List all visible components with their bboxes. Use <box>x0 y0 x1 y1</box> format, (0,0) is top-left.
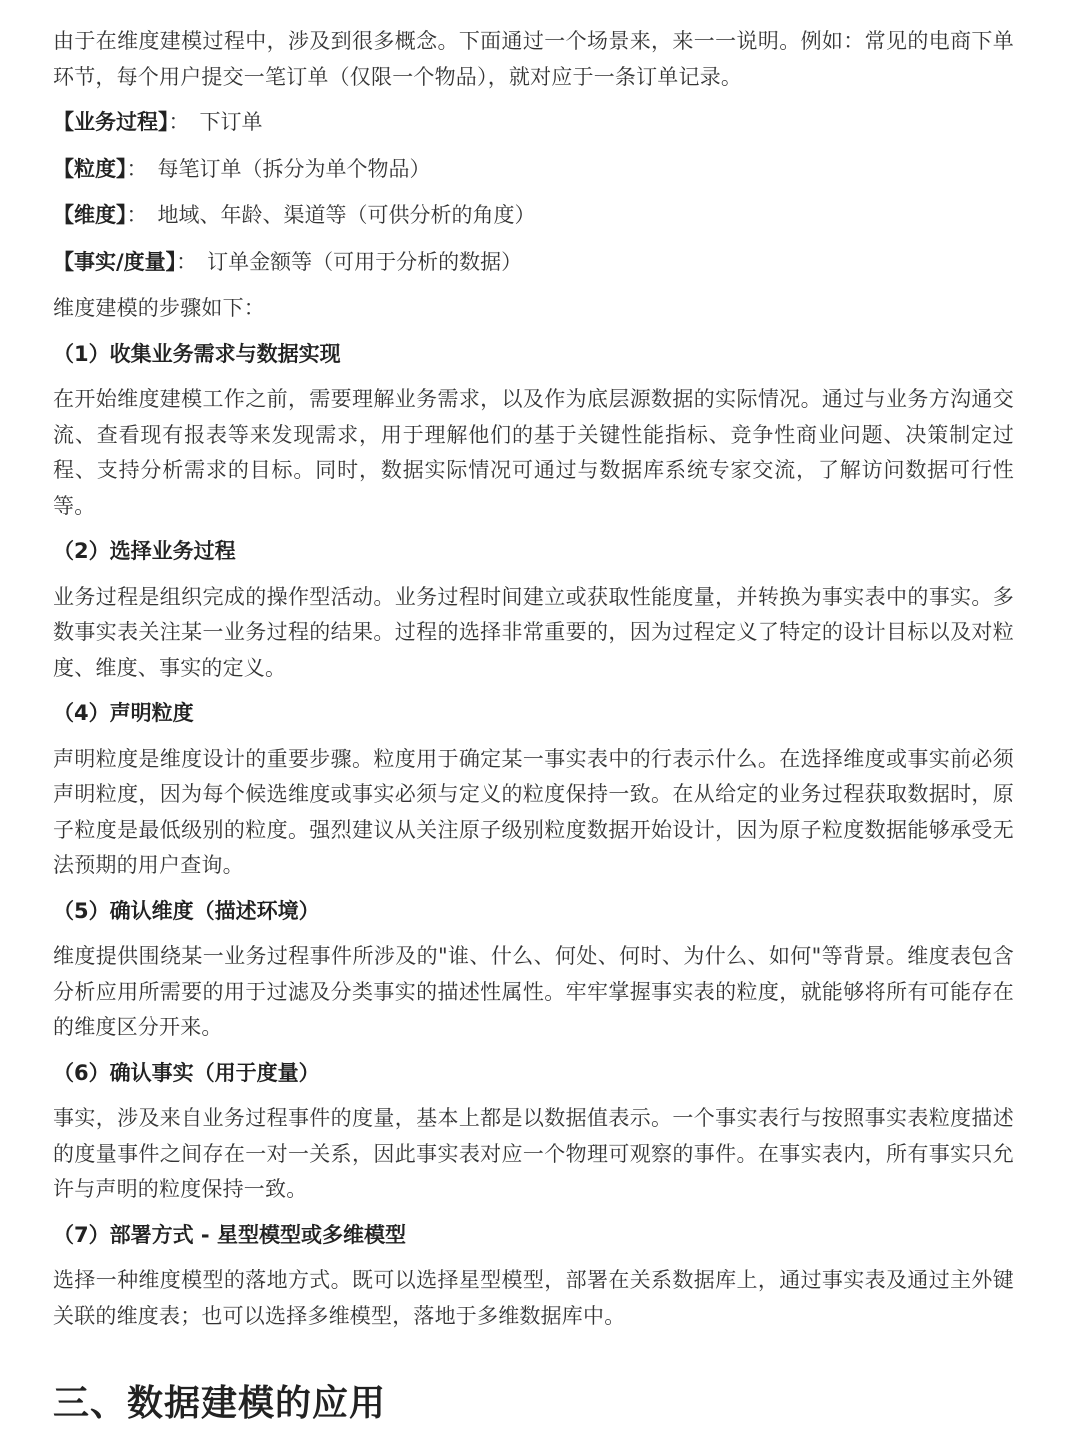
definition-granularity <box>53 152 1014 188</box>
definition-fact-measure <box>53 245 1014 281</box>
definition-business-process <box>53 105 1014 141</box>
step-heading-4: （4）声明粒度 <box>53 701 194 725</box>
step-body-6: 事实，涉及来自业务过程事件的度量，基本上都是以数据值表示。一个事实表行与按照事实表粒度描述的度量事件之间存在一对一关系，因此事实表对应一个物理可观察的事件。在事实表内，所有事实只允许与声明的粒度保持一致。 <box>53 1106 1014 1201</box>
definition-term: 【事实/度量】 <box>53 249 177 274</box>
definition-separator: ： <box>126 156 148 181</box>
intro-paragraph: 由于在维度建模过程中，涉及到很多概念。下面通过一个场景来，来一一说明。例如：常见的电商下单环节，每个用户提交一笔订单（仅限一个物品），就对应于一条订单记录。 <box>53 29 1014 89</box>
definition-dimension <box>53 198 1014 234</box>
step-heading-5: （5）确认维度（描述环境） <box>53 898 320 923</box>
step-heading-2: （2）选择业务过程 <box>53 539 236 563</box>
section-title: 三、数据建模的应用 <box>53 1383 387 1424</box>
step-heading-6: （6）确认事实（用于度量） <box>53 1060 320 1085</box>
step-body-7: 选择一种维度模型的落地方式。既可以选择星型模型，部署在关系数据库上，通过事实表及通过主外键关联的维度表；也可以选择多维模型，落地于多维数据库中。 <box>53 1268 1014 1328</box>
step-body-1: 在开始维度建模工作之前，需要理解业务需求，以及作为底层源数据的实际情况。通过与业务方沟通交流、查看现有报表等来发现需求，用于理解他们的基于关键性能指标、竞争性商业问题、决策制定过程、支持分析需求的目标。同时，数据实际情况可通过与数据库系统专家交流，了解访问数据可行性等。 <box>53 387 1014 518</box>
definition-value: 每笔订单（拆分为单个物品） <box>157 156 431 181</box>
definition-value: 订单金额等（可用于分析的数据） <box>207 249 523 274</box>
definition-value: 下订单 <box>199 110 263 134</box>
definition-term: 【业务过程】 <box>53 110 169 134</box>
steps-intro: 维度建模的步骤如下： <box>53 296 265 320</box>
definition-value: 地域、年龄、渠道等（可供分析的角度） <box>157 203 536 227</box>
step-heading-1: （1）收集业务需求与数据实现 <box>53 341 341 366</box>
step-body-2: 业务过程是组织完成的操作型活动。业务过程时间建立或获取性能度量，并转换为事实表中的事实。多数事实表关注某一业务过程的结果。过程的选择非常重要的，因为过程定义了特定的设计目标以及对粒度、维度、事实的定义。 <box>53 584 1014 680</box>
definition-separator: ： <box>176 249 198 274</box>
step-body-5: 维度提供围绕某一业务过程事件所涉及的"谁、什么、何处、何时、为什么、如何"等背景。维度表包含分析应用所需要的用于过滤及分类事实的描述性属性。牢牢掌握事实表的粒度，就能够将所有可能存在的维度区分开来。 <box>53 944 1014 1039</box>
definition-term: 【粒度】 <box>53 156 127 181</box>
step-body-4: 声明粒度是维度设计的重要步骤。粒度用于确定某一事实表中的行表示什么。在选择维度或事实前必须声明粒度，因为每个候选维度或事实必须与定义的粒度保持一致。在从给定的业务过程获取数据时，原子粒度是最低级别的粒度。强烈建议从关注原子级别粒度数据开始设计，因为原子粒度数据能够承受无法预期的用户查询。 <box>53 746 1014 877</box>
definition-separator: ： <box>126 203 148 227</box>
definition-separator: ： <box>168 110 190 134</box>
definition-term: 【维度】 <box>53 203 127 227</box>
step-heading-7: （7）部署方式 - 星型模型或多维模型 <box>53 1222 406 1247</box>
